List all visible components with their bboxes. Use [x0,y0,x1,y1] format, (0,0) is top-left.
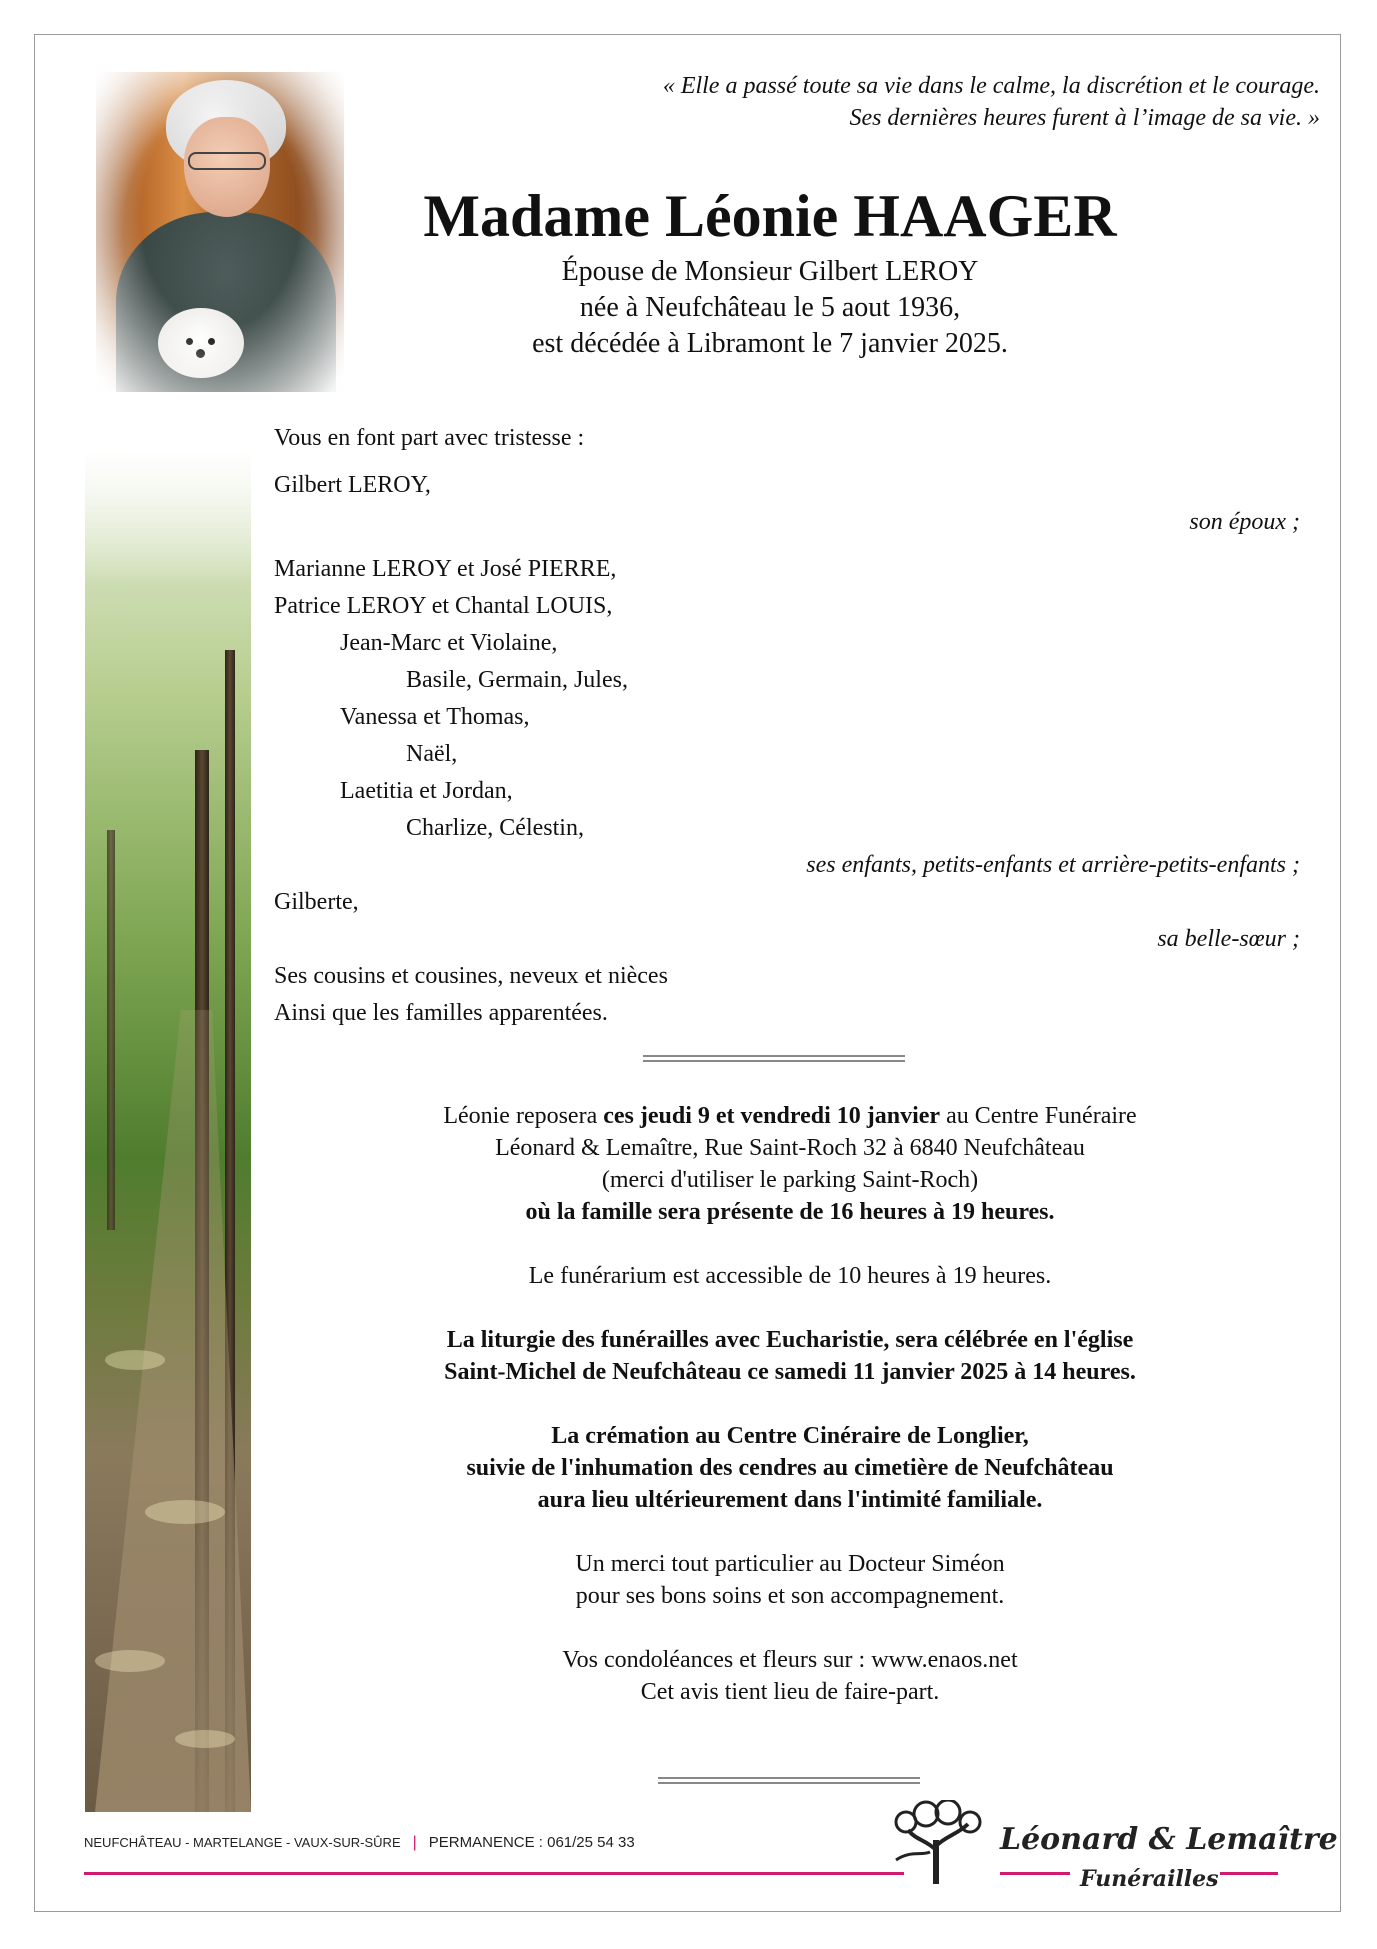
footer-separator: | [412,1834,417,1851]
footer-permanence: PERMANENCE : 061/25 54 33 [428,1834,635,1851]
divider-bottom [658,1777,920,1784]
divider-top [643,1055,905,1062]
family-relatives: Ainsi que les familles apparentées. [274,1000,608,1026]
family-spouse-relation: son époux ; [1189,509,1300,535]
liturgy-line-1: La liturgie des funérailles avec Eucharistie, sera célébrée en l'église [446,1327,1134,1353]
thanks-paragraph [290,1548,1290,1612]
condolences-paragraph [290,1644,1290,1708]
parking-note: (merci d'utiliser le parking Saint-Roch) [601,1167,979,1193]
funeral-home-address: Léonard & Lemaître, Rue Saint-Roch 32 à 6840 Neufchâteau [495,1135,1085,1161]
family-grandchild: Jean-Marc et Violaine, [340,630,558,656]
birth-line: née à Neufchâteau le 5 aout 1936, [579,292,961,323]
tree-logo-icon [886,1800,986,1884]
forest-path-image [85,450,251,1812]
death-line: est décédée à Libramont le 7 janvier 2025. [532,328,1008,359]
rest-suffix: au Centre Funéraire [940,1103,1137,1129]
thanks-line-2: pour ses bons soins et son accompagnement. [575,1583,1005,1609]
family-presence: où la famille sera présente de 16 heures à 19 heures. [525,1199,1055,1225]
cremation-line-3: aura lieu ultérieurement dans l'intimité familiale. [537,1487,1043,1513]
footer-contact [84,1834,635,1852]
access-hours: Le funérarium est accessible de 10 heures à 19 heures. [528,1263,1052,1289]
quote-line-2: Ses dernières heures furent à l’image de sa vie. » [849,105,1320,131]
footer-accent-line-left [84,1872,904,1875]
family-sister-in-law: Gilberte, [274,889,359,915]
portrait-photo [96,72,344,392]
footer-accent-line-right [1220,1872,1278,1875]
quote [440,70,1320,134]
family-great-grandchild: Basile, Germain, Jules, [406,667,628,693]
cremation-line-2: suivie de l'inhumation des cendres au cimetière de Neufchâteau [466,1455,1114,1481]
family-cousins: Ses cousins et cousines, neveux et nièces [274,963,668,989]
family-sister-in-law-relation: sa belle-sœur ; [1157,926,1300,952]
liturgy-line-2: Saint-Michel de Neufchâteau ce samedi 11 janvier 2025 à 14 heures. [444,1359,1136,1385]
liturgy-paragraph [290,1324,1290,1388]
family-child: Marianne LEROY et José PIERRE, [274,556,617,582]
notice-line: Cet avis tient lieu de faire-part. [640,1679,940,1705]
rest-days: ces jeudi 9 et vendredi 10 janvier [603,1103,941,1129]
deceased-details [370,254,1170,362]
cremation-line-1: La crémation au Centre Cinéraire de Longlier, [551,1423,1029,1449]
footer-accent-line-mid [1000,1872,1070,1875]
cremation-paragraph [290,1420,1290,1516]
thanks-line-1: Un merci tout particulier au Docteur Siméon [575,1551,1005,1577]
family-spouse: Gilbert LEROY, [274,472,431,498]
viewing-paragraph [290,1100,1290,1228]
family-list [274,420,1314,1032]
family-great-grandchild: Naël, [406,741,458,767]
family-grandchild: Laetitia et Jordan, [340,778,513,804]
condolences-link: Vos condoléances et fleurs sur : www.enaos.net [562,1647,1018,1673]
family-child: Patrice LEROY et Chantal LOUIS, [274,593,613,619]
company-subtitle: Funérailles [1080,1866,1219,1892]
family-grandchild: Vanessa et Thomas, [340,704,530,730]
family-intro: Vous en font part avec tristesse : [274,425,585,451]
family-great-grandchild: Charlize, Célestin, [406,815,584,841]
footer-locations: NEUFCHÂTEAU - MARTELANGE - VAUX-SUR-SÛRE [84,1835,401,1850]
family-children-relation: ses enfants, petits-enfants et arrière-petits-enfants ; [806,852,1300,878]
ceremony-info [290,1100,1290,1740]
spouse-line: Épouse de Monsieur Gilbert LEROY [561,256,979,287]
deceased-name: Madame Léonie HAAGER [423,183,1117,249]
rest-prefix: Léonie reposera [443,1103,604,1129]
quote-line-1: « Elle a passé toute sa vie dans le calme, la discrétion et le courage. [662,73,1320,99]
company-name: Léonard & Lemaître [1000,1822,1338,1857]
